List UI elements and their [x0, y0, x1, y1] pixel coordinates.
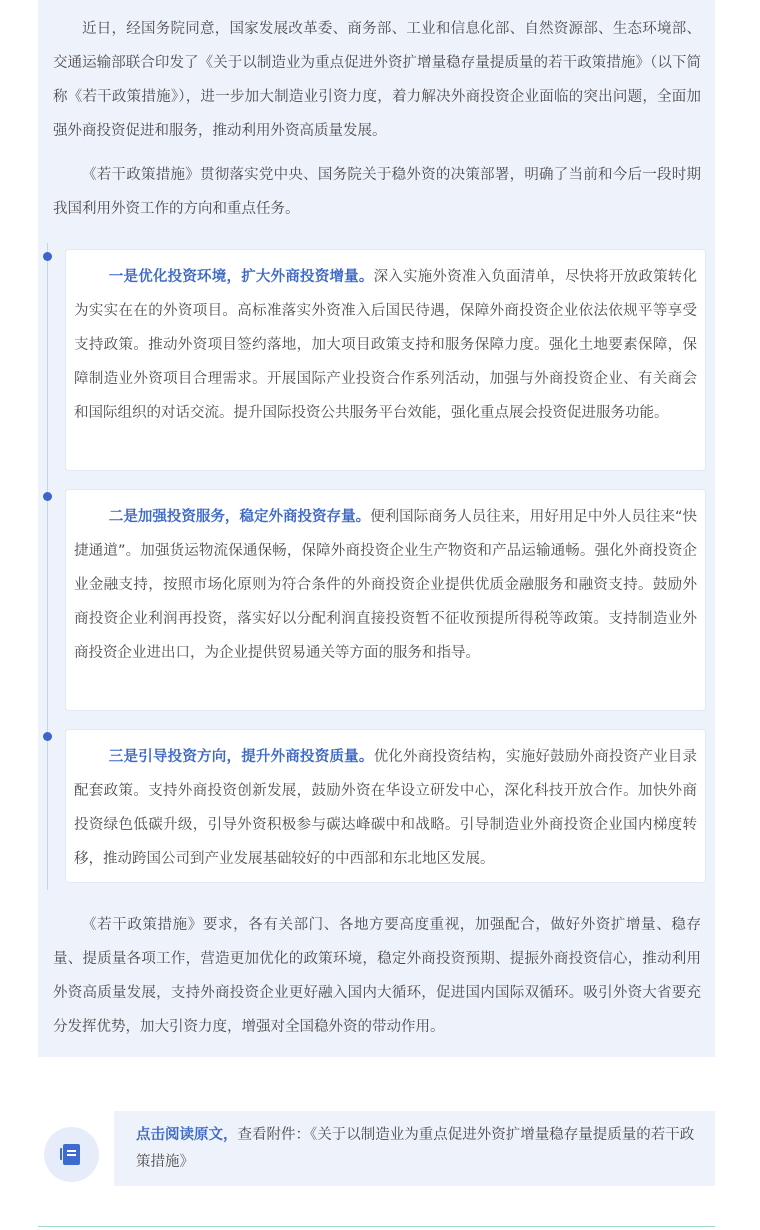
policy-card-text — [74, 500, 697, 670]
bottom-divider — [38, 1226, 715, 1227]
policy-heading: 一是优化投资环境，扩大外商投资增量。 — [108, 269, 374, 285]
timeline-dot — [43, 492, 52, 501]
attachment-text: 查看附件：《关于以制造业为重点促进外资扩增量稳存量提质量的若干政策措施》 — [136, 1127, 695, 1170]
read-original-icon-button[interactable] — [44, 1127, 99, 1182]
document-icon — [63, 1144, 80, 1165]
timeline-dot — [43, 252, 52, 261]
policy-body: 便利国际商务人员往来，用好用足中外人员往来“快捷通道”。加强货运物流保通保畅，保障外商投资企业生产物资和产品运输通畅。强化外商投资企业金融支持，按照市场化原则为符合条件的外商投资企业提供优质金融服务和融资支持。鼓励外商投资企业利润再投资，落实好以分配利润直接投资暂不征收预提所得税等政策。支持制造业外商投资企业进出口，为企业提供贸易通关等方面的服务和指导。 — [74, 509, 697, 661]
policy-heading: 二是加强投资服务，稳定外商投资存量。 — [108, 509, 371, 525]
intro-paragraph-2: 《若干政策措施》贯彻落实党中央、国务院关于稳外资的决策部署，明确了当前和今后一段时期我国利用外资工作的方向和重点任务。 — [53, 167, 701, 217]
policy-card-text — [74, 260, 697, 430]
read-original-box[interactable] — [114, 1111, 715, 1186]
timeline-line — [47, 243, 48, 890]
policy-card-2 — [65, 489, 706, 711]
policy-body: 深入实施外资准入负面清单，尽快将开放政策转化为实实在在的外资项目。高标准落实外资准入后国民待遇，保障外商投资企业依法依规平等享受支持政策。推动外资项目签约落地，加大项目政策支持和服务保障力度。强化土地要素保障，保障制造业外资项目合理需求。开展国际产业投资合作系列活动，加强与外商投资企业、有关商会和国际组织的对话交流。提升国际投资公共服务平台效能，强化重点展会投资促进服务功能。 — [74, 269, 698, 421]
intro-paragraph-1: 近日，经国务院同意，国家发展改革委、商务部、工业和信息化部、自然资源部、生态环境部、交通运输部联合印发了《关于以制造业为重点促进外资扩增量稳存量提质量的若干政策措施》（以下简称《若干政策措施》），进一步加大制造业引资力度，着力解决外商投资企业面临的突出问题，全面加强外商投资促进和服务，推动利用外资高质量发展。 — [53, 21, 701, 139]
policy-card-1 — [65, 249, 706, 471]
policy-heading: 三是引导投资方向，提升外商投资质量。 — [108, 749, 374, 765]
policy-card-3 — [65, 729, 706, 883]
read-original-link[interactable]: 点击阅读原文， — [136, 1127, 238, 1143]
policy-body: 优化外商投资结构，实施好鼓励外商投资产业目录配套政策。支持外商投资创新发展，鼓励外资在华设立研发中心，深化科技开放合作。加快外商投资绿色低碳升级，引导外资积极参与碳达峰碳中和战略。引导制造业外商投资企业国内梯度转移，推动跨国公司到产业发展基础较好的中西部和东北地区发展。 — [74, 749, 698, 867]
closing-paragraph: 《若干政策措施》要求，各有关部门、各地方要高度重视，加强配合，做好外资扩增量、稳存量、提质量各项工作，营造更加优化的政策环境，稳定外商投资预期、提振外商投资信心，推动利用外资高质量发展，支持外商投资企业更好融入国内大循环，促进国内国际双循环。吸引外资大省要充分发挥优势，加大引资力度，增强对全国稳外资的带动作用。 — [53, 917, 701, 1035]
timeline-dot — [43, 732, 52, 741]
policy-card-text — [74, 740, 697, 876]
